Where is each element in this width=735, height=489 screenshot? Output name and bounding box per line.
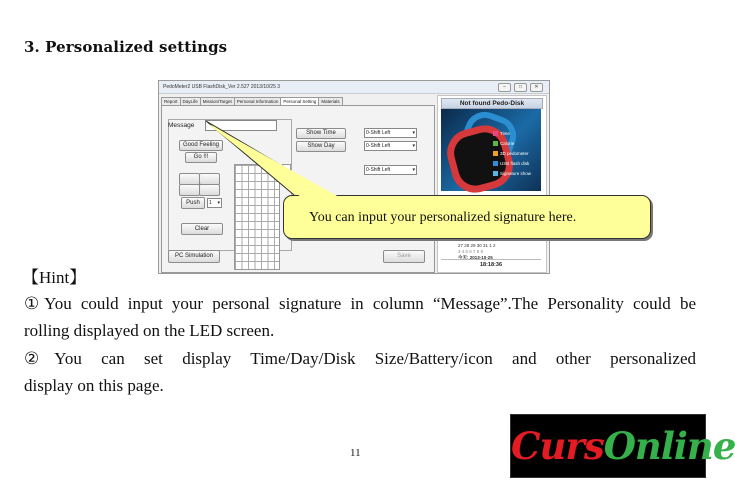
calendar-row: 27 28 29 30 31 1 2 — [458, 243, 496, 248]
calendar-row-2: 3 4 5 6 7 8 9 — [458, 249, 484, 254]
today-label: 今天: 2013-10-25 — [458, 255, 493, 260]
paragraph-line-4: display on this page. — [24, 376, 164, 395]
show-time-button[interactable]: Show Time — [296, 128, 346, 139]
window-title: PedoMeter2 USB FlashDisk_Ver 2.527 2013/10/25 3 — [163, 84, 281, 90]
push-count-select[interactable]: 1 ▾ — [207, 198, 222, 208]
tab-daylife[interactable]: DayLife — [180, 97, 201, 105]
good-feeling-button[interactable]: Good Feeling — [179, 140, 223, 151]
paragraph-line-2: rolling displayed on the LED screen. — [24, 321, 275, 340]
tab-materials[interactable]: Materials — [318, 97, 342, 105]
tab-personal-setting[interactable]: Personal Setting — [280, 97, 319, 105]
tab-report[interactable]: Report — [161, 97, 181, 105]
feature-signature: Signature show — [493, 171, 531, 176]
page-number: 11 — [350, 447, 361, 459]
go-button[interactable]: Go !!! — [185, 152, 217, 163]
close-icon[interactable]: ✕ — [530, 83, 543, 92]
message-label: Message — [168, 122, 195, 129]
feature-time: Time — [493, 131, 510, 136]
push-button[interactable]: Push — [181, 197, 205, 209]
show-day-select[interactable]: 0-Shift Left ▾ — [364, 141, 417, 151]
section-heading: 3. Personalized settings — [24, 38, 228, 56]
clock-display: 18:18:36 — [441, 259, 541, 270]
show-time-select[interactable]: 0-Shift Left ▾ — [364, 128, 417, 138]
feature-pedometer: 3D pedometer — [493, 151, 529, 156]
tab-mission-target[interactable]: Mission/Target — [200, 97, 235, 105]
hint-label: 【Hint】 — [22, 268, 87, 287]
paragraph-line-1: ①You could input your personal signature in column “Message”.The Personality could be — [24, 294, 696, 313]
feature-calorie: Calorie — [493, 141, 514, 146]
minimize-icon[interactable]: – — [498, 83, 511, 92]
clear-button[interactable]: Clear — [181, 223, 223, 235]
tab-personal-information[interactable]: Personal Information — [234, 97, 282, 105]
save-button[interactable]: Save — [383, 250, 425, 263]
show-size-select[interactable]: 0-Shift Left ▾ — [364, 165, 417, 175]
pc-simulation-button[interactable]: PC Simulation — [168, 250, 220, 263]
callout-text: You can input your personalized signature here. — [309, 210, 577, 225]
device-status: Not found Pedo-Disk — [441, 98, 543, 109]
paragraph-line-3: ②You can set display Time/Day/Disk Size/Battery/icon and other personalized — [24, 349, 696, 368]
show-day-button[interactable]: Show Day — [296, 141, 346, 152]
maximize-icon[interactable]: □ — [514, 83, 527, 92]
cursonline-logo: CursOnline — [510, 414, 706, 478]
feature-usb: USB flash disk — [493, 161, 529, 166]
